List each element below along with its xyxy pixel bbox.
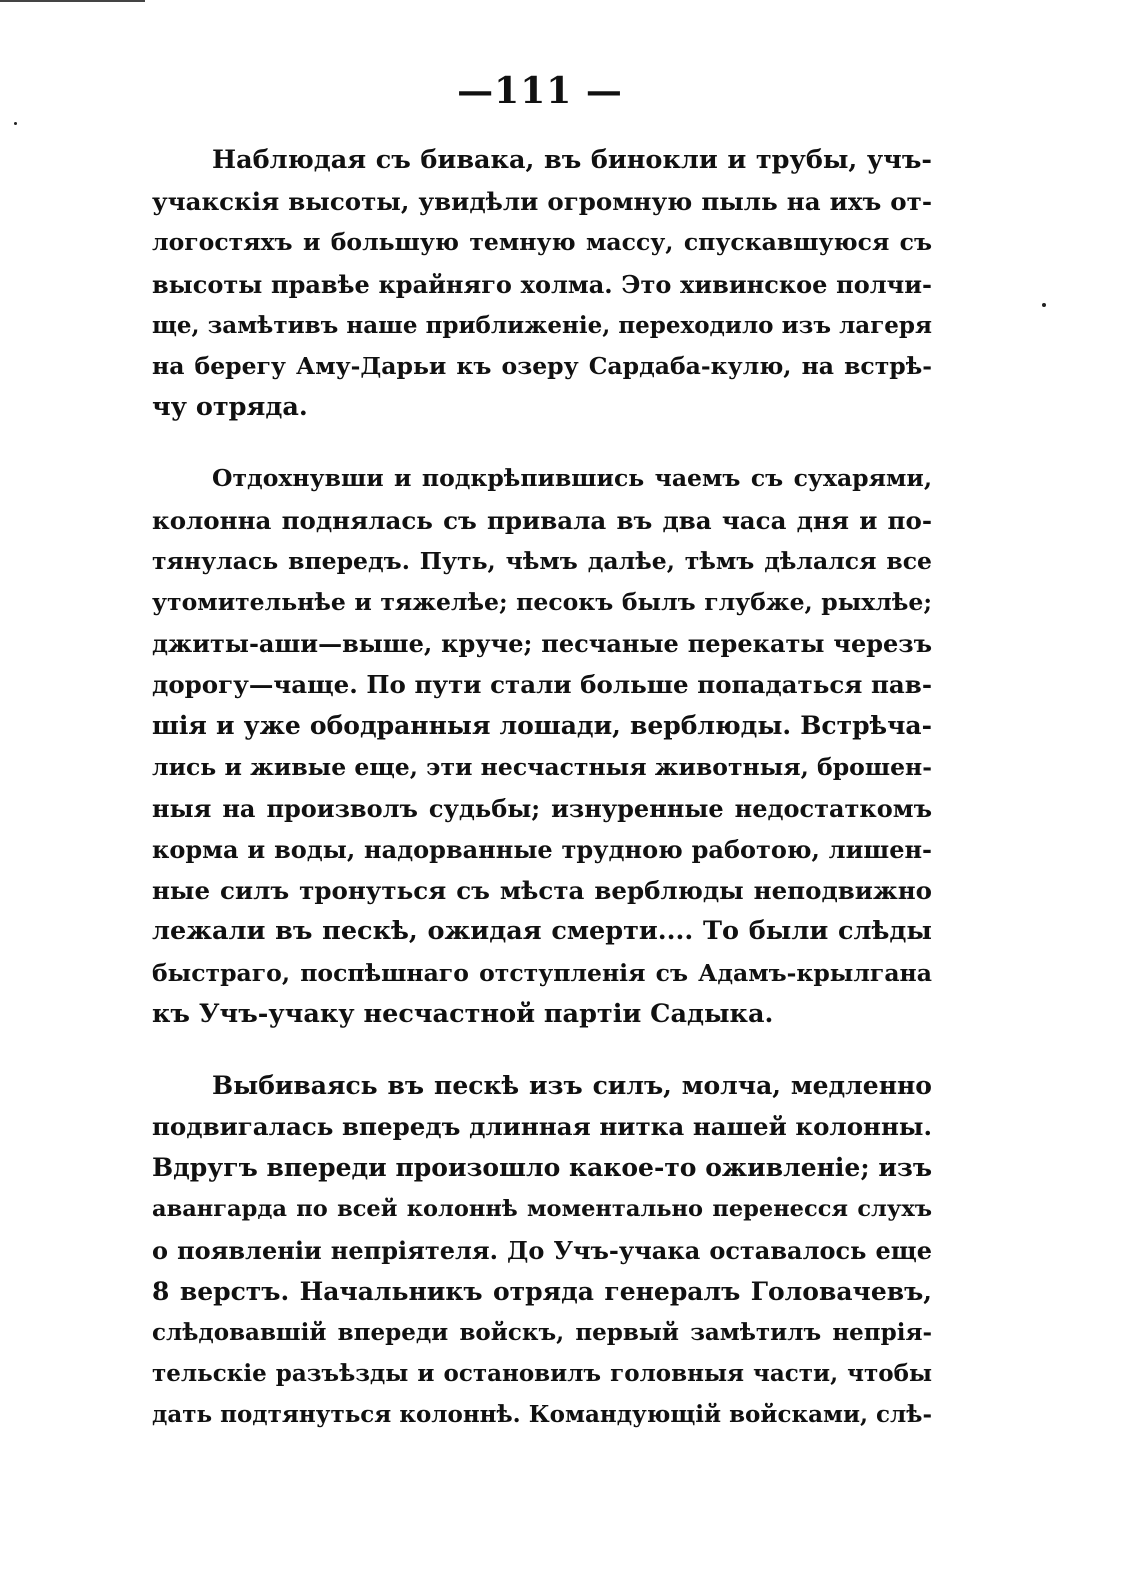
text-line: логостяхъ и большую темную массу, спускавшуюся съ [152,228,932,257]
page-number: —111 — [457,70,623,112]
text-line: тянулась впередъ. Путь, чѣмъ далѣе, тѣмъ дѣлался все [152,546,932,575]
paragraph [152,458,932,1035]
text-line: тельскіе разъѣзды и остановилъ головныя части, чтобы [152,1360,932,1388]
text-line: лежали въ пескѣ, ожидая смерти.... То были слѣды [152,916,932,947]
text-line: слѣдовавшій впереди войскъ, первый замѣтилъ непрія- [152,1319,932,1347]
text-line: къ Учъ-учаку несчастной партіи Садыка. [152,998,774,1029]
dust-speck [14,122,17,125]
text-line: корма и воды, надорванные трудною работою, лишен- [152,835,932,864]
text-line: колонна поднялась съ привала въ два часа дня и по- [152,505,932,535]
text-line: Выбиваясь въ пескѣ изъ силъ, молча, медленно [212,1070,932,1100]
paragraph-gap [152,1035,932,1065]
text-line: ные силъ тронуться съ мѣста верблюды неподвижно [152,876,932,906]
text-line: ныя на произволъ судьбы; изнуренные недостаткомъ [152,793,932,823]
text-line: учакскія высоты, увидѣли огромную пыль на ихъ от- [152,187,932,217]
body-text [152,140,932,1436]
text-line: о появленіи непріятеля. До Учъ-учака оставалось еще [152,1235,932,1265]
text-line: быстраго, поспѣшнаго отступленія съ Адамъ-крылгана [152,958,932,987]
text-line: подвигалась впередъ длинная нитка нашей колонны. [152,1112,932,1142]
text-line: дорогу—чаще. По пути стали больше попадаться пав- [152,670,932,700]
text-line: Отдохнувши и подкрѣпившись чаемъ съ сухарями, [212,464,932,493]
text-line: джиты-аши—выше, круче; песчаные перекаты черезъ [152,629,932,659]
paragraph-gap [152,428,932,458]
text-line: лись и живые еще, эти несчастныя животныя, брошен- [152,752,932,781]
text-line: утомительнѣе и тяжелѣе; песокъ былъ глубже, рыхлѣе; [152,587,932,616]
paragraph [152,140,932,428]
text-line: ще, замѣтивъ наше приближеніе, переходило изъ лагеря [152,311,932,339]
dust-speck [1042,303,1046,307]
text-line: шія и уже ободранныя лошади, верблюды. Встрѣча- [152,711,932,741]
text-line: авангарда по всей колоннѣ моментально перенесся слухъ [152,1195,932,1222]
scan-edge-line [0,0,145,2]
text-line: 8 верстъ. Начальникъ отряда генералъ Головачевъ, [152,1276,932,1306]
text-line: на берегу Аму-Дарьи къ озеру Сардаба-кулю, на встрѣ- [152,351,932,380]
text-line: Наблюдая съ бивака, въ бинокли и трубы, учъ- [212,145,932,175]
text-line: чу отряда. [152,392,308,423]
paragraph [152,1065,932,1436]
text-line: дать подтянуться колоннѣ. Командующій войсками, слѣ- [152,1401,932,1429]
text-line: Вдругъ впереди произошло какое-то оживленіе; изъ [152,1153,932,1183]
text-line: высоты правѣе крайняго холма. Это хивинское полчи- [152,269,932,299]
